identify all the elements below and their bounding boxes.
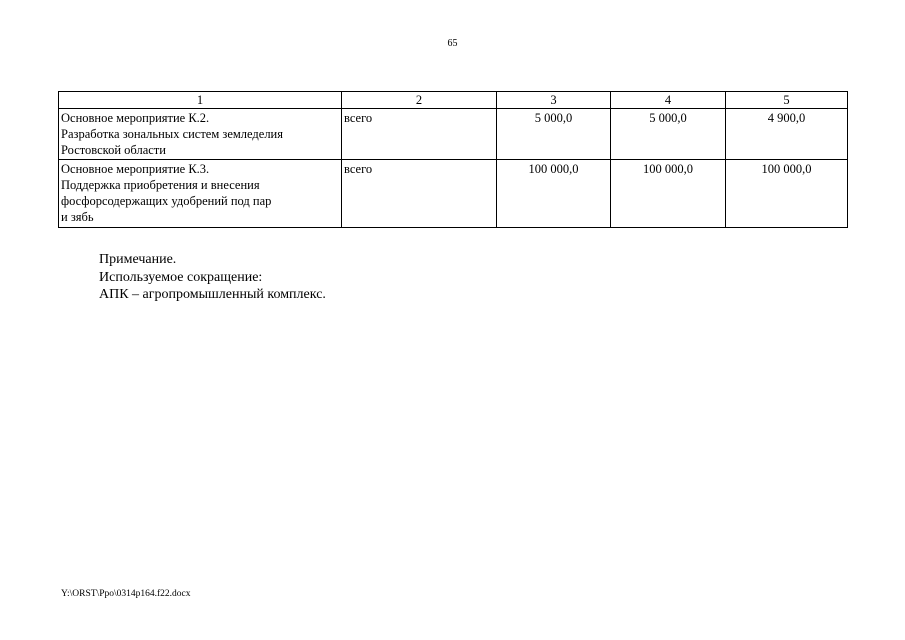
value-cell-4: 5 000,0 xyxy=(611,109,726,160)
value-cell-3: 100 000,0 xyxy=(497,160,611,228)
measure-name-line: фосфорсодержащих удобрений под пар xyxy=(61,194,272,208)
value-cell-5: 4 900,0 xyxy=(726,109,848,160)
note-title: Примечание. xyxy=(99,252,177,267)
measure-name-cell xyxy=(59,109,342,160)
measure-name-line: Основное мероприятие К.3. xyxy=(61,162,210,176)
measure-name-line: Основное мероприятие К.2. xyxy=(61,111,210,125)
measure-name-line: и зябь xyxy=(61,210,94,224)
measure-name-line: Ростовской области xyxy=(61,143,166,157)
file-path-footer: Y:\ORST\Ppo\0314p164.f22.docx xyxy=(61,589,191,599)
funding-type-cell: всего xyxy=(342,160,497,228)
measure-name-line: Разработка зональных систем земледелия xyxy=(61,127,283,141)
data-table xyxy=(58,91,848,228)
header-cell-3: 3 xyxy=(497,92,611,109)
measure-name-cell xyxy=(59,160,342,228)
header-cell-4: 4 xyxy=(611,92,726,109)
value-cell-5: 100 000,0 xyxy=(726,160,848,228)
measure-name-line: Поддержка приобретения и внесения xyxy=(61,178,260,192)
value-cell-3: 5 000,0 xyxy=(497,109,611,160)
note-abbreviation-heading: Используемое сокращение: xyxy=(99,269,263,285)
value-cell-4: 100 000,0 xyxy=(611,160,726,228)
note-abbreviation-apk: АПК – агропромышленный комплекс. xyxy=(99,287,326,302)
table-row xyxy=(59,109,848,160)
table-row xyxy=(59,160,848,228)
header-cell-1: 1 xyxy=(59,92,342,109)
header-cell-2: 2 xyxy=(342,92,497,109)
page-number: 65 xyxy=(447,38,458,49)
notes-block xyxy=(99,251,326,304)
funding-type-cell: всего xyxy=(342,109,497,160)
header-cell-5: 5 xyxy=(726,92,848,109)
table-header-row xyxy=(59,92,848,109)
